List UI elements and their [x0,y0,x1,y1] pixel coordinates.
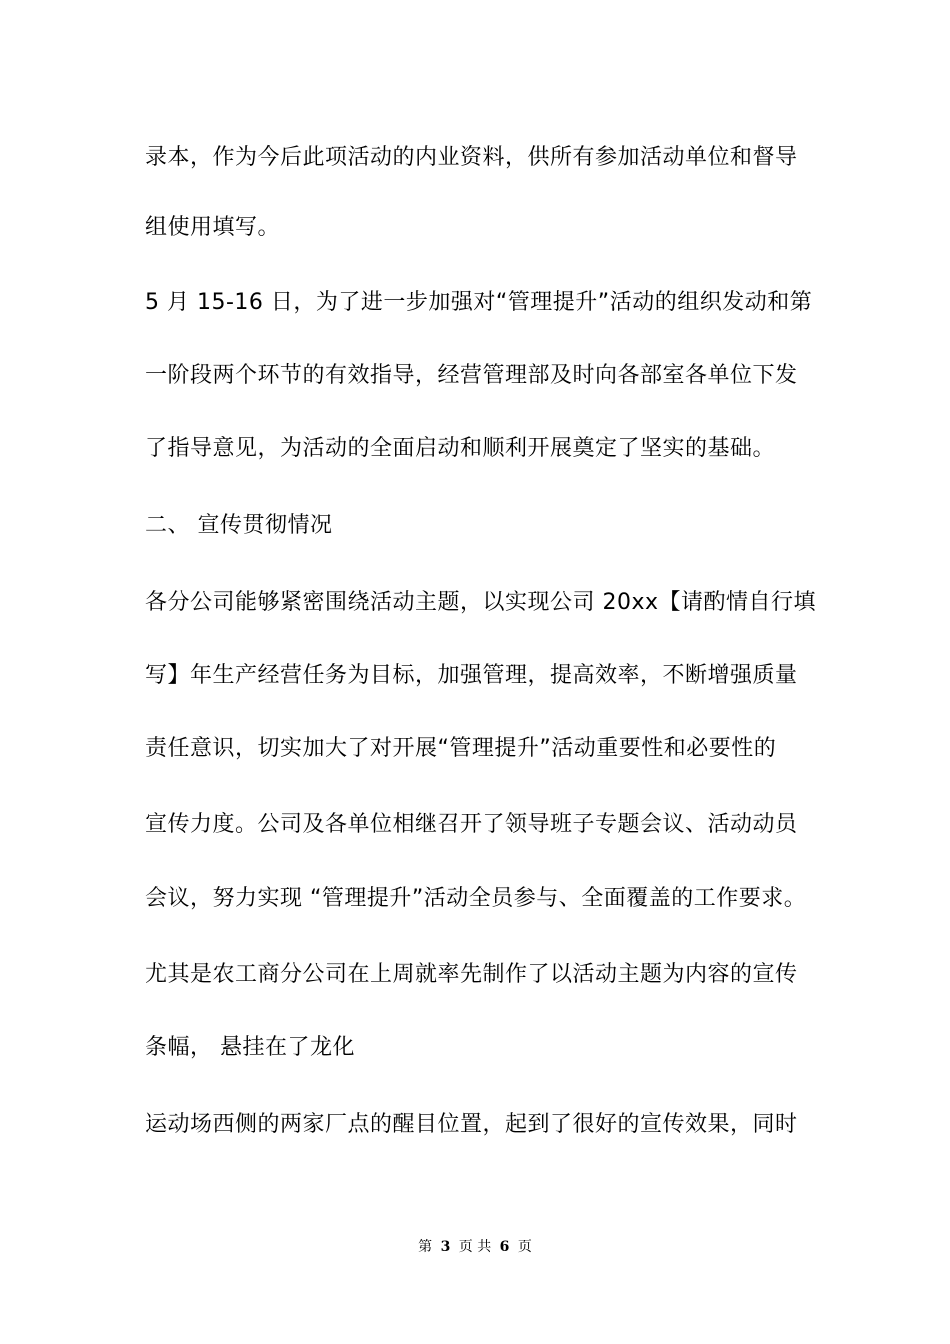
body-line-1: 录本，作为今后此项活动的内业资料，供所有参加活动单位和督导 [145,145,798,170]
body-line-12: 尤其是农工商分公司在上周就率先制作了以活动主题为内容的宣传 [145,962,798,987]
footer-total-pages: 6 [499,1239,510,1255]
footer-current-page: 3 [440,1239,451,1255]
body-line-14: 运动场西侧的两家厂点的醒目位置，起到了很好的宣传效果，同时 [145,1112,798,1137]
body-line-4: 一阶段两个环节的有效指导，经营管理部及时向各部室各单位下发 [145,363,798,388]
body-line-5: 了指导意见，为活动的全面启动和顺利开展奠定了坚实的基础。 [145,436,776,461]
page-footer [0,1238,950,1256]
body-line-2: 组使用填写。 [145,215,281,240]
section-heading: 二、 宣传贯彻情况 [145,513,333,538]
body-line-13: 条幅， 悬挂在了龙化 [145,1035,355,1060]
footer-middle: 页 共 [458,1239,492,1255]
body-line-9: 责任意识，切实加大了对开展“管理提升”活动重要性和必要性的 [145,736,777,761]
body-line-11: 会议，努力实现 “管理提升”活动全员参与、全面覆盖的工作要求。 [145,886,807,911]
body-line-7: 各分公司能够紧密围绕活动主题，以实现公司 20xx【请酌情自行填 [145,590,817,615]
footer-suffix: 页 [517,1239,532,1255]
footer-prefix: 第 [418,1239,433,1255]
body-line-3: 5 月 15-16 日，为了进一步加强对“管理提升”活动的组织发动和第 [145,290,813,315]
body-line-8: 写】年生产经营任务为目标，加强管理，提高效率，不断增强质量 [145,663,798,688]
body-line-10: 宣传力度。公司及各单位相继召开了领导班子专题会议、活动动员 [145,812,798,837]
